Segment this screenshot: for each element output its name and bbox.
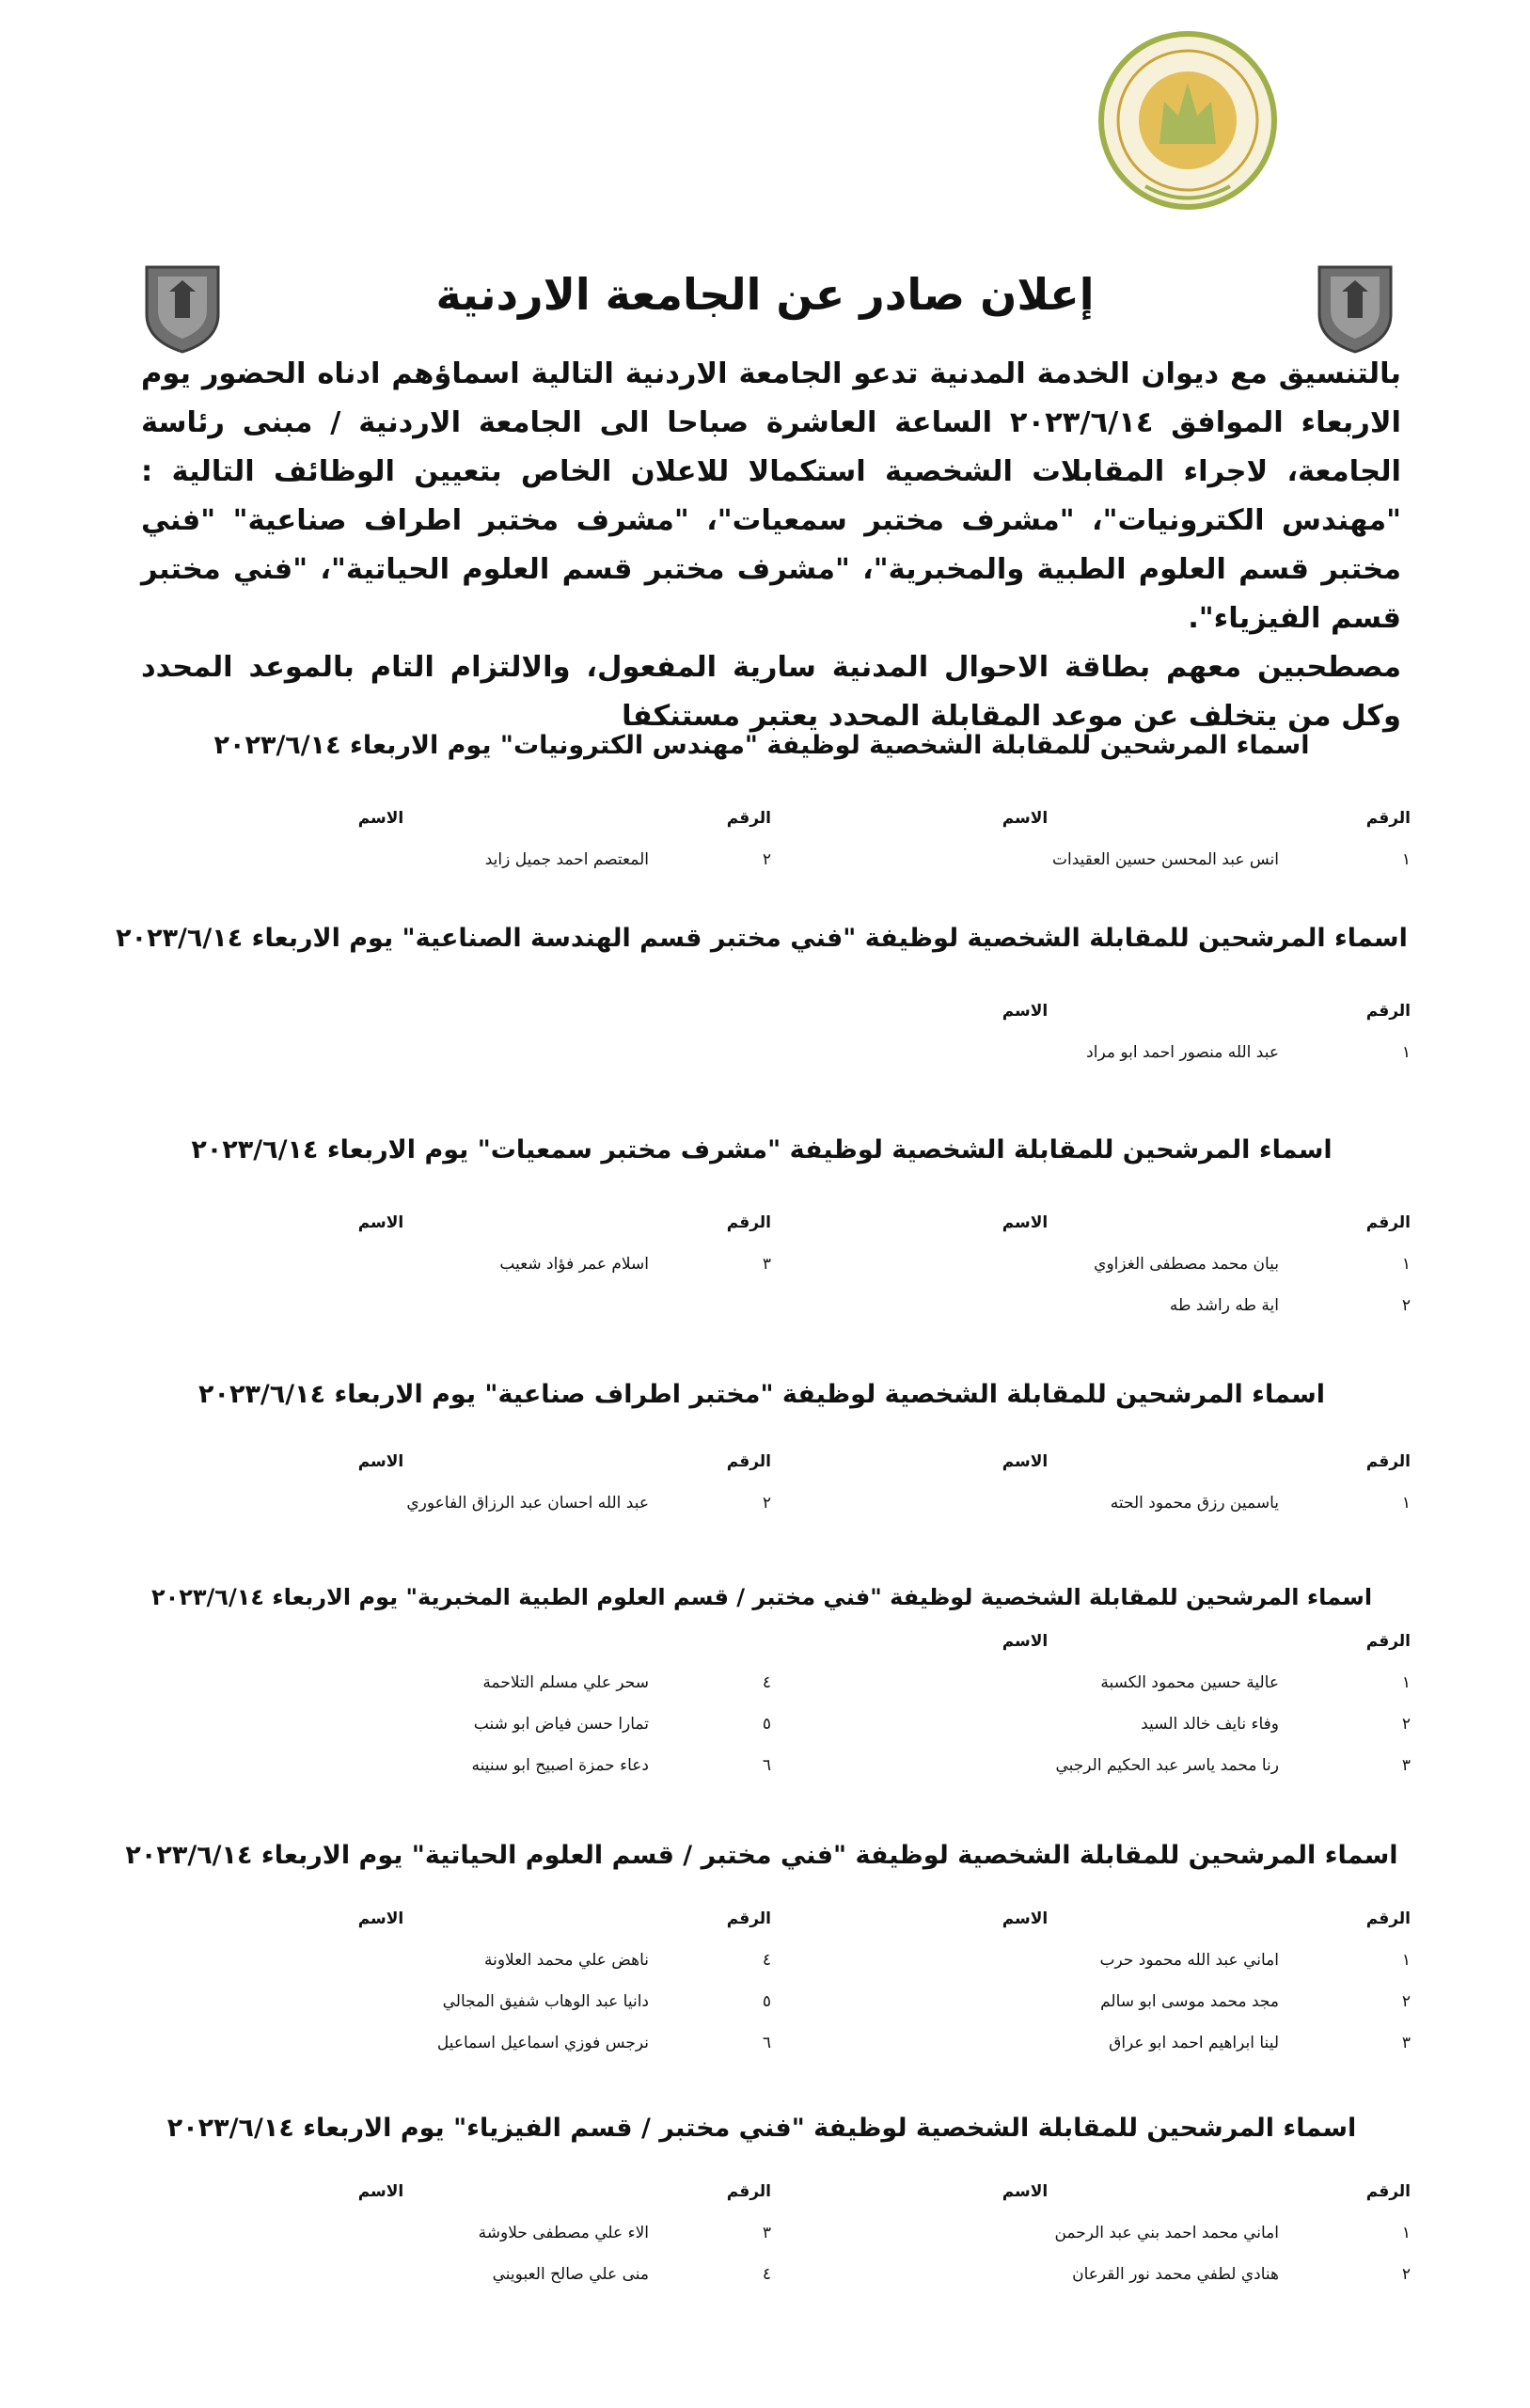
section-title: اسماء المرشحين للمقابلة الشخصية لوظيفة "فني مختبر / قسم العلوم الحياتية" يوم الاربعاء ٢٠٢٣/٦/١٤ bbox=[125, 1841, 1398, 1870]
intro-paragraph: مصطحبين معهم بطاقة الاحوال المدنية سارية المفعول، والالتزام التام بالموعد المحدد وكل من يتخلف عن موعد المقابلة المحدد يعتبر مستنكفا bbox=[141, 651, 1401, 733]
candidates-section bbox=[113, 1129, 1411, 1326]
row-number: ٥ bbox=[762, 1715, 771, 1734]
candidate-name: لينا ابراهيم احمد ابو عراق bbox=[1109, 2034, 1279, 2052]
table-row bbox=[113, 1662, 1411, 1703]
candidate-name: عبد الله احسان عبد الرزاق الفاعوري bbox=[406, 1494, 649, 1513]
column-header: الرقم bbox=[1365, 1909, 1411, 1928]
row-number bbox=[649, 1032, 771, 1073]
table-header-row bbox=[113, 990, 1411, 1032]
candidate-name: هنادي لطفي محمد نور القرعان bbox=[1072, 2265, 1279, 2284]
column-header: الرقم bbox=[1365, 1213, 1411, 1232]
candidate-name: سحر علي مسلم التلاحمة bbox=[482, 1673, 649, 1692]
candidate-name: ناهض علي محمد العلاونة bbox=[484, 1951, 649, 1970]
row-number: ٣ bbox=[1401, 1756, 1411, 1775]
candidate-name: دانيا عبد الوهاب شفيق المجالي bbox=[442, 1992, 649, 2011]
section-title: اسماء المرشحين للمقابلة الشخصية لوظيفة "مختبر اطراف صناعية" يوم الاربعاء ٢٠٢٣/٦/١٤ bbox=[198, 1380, 1325, 1409]
column-header: الرقم bbox=[1365, 809, 1411, 828]
candidate-name: بيان محمد مصطفى الغزاوي bbox=[1094, 1255, 1279, 1274]
candidate-name: تمارا حسن فياض ابو شنب bbox=[473, 1715, 649, 1734]
candidates-table bbox=[113, 1898, 1411, 2064]
row-number: ٣ bbox=[762, 1255, 771, 1274]
table-header-row bbox=[113, 1441, 1411, 1482]
column-header: الاسم bbox=[1002, 1002, 1049, 1021]
table-header-row bbox=[113, 2171, 1411, 2212]
table-row bbox=[113, 839, 1411, 880]
column-header: الاسم bbox=[1002, 809, 1049, 828]
candidates-section bbox=[113, 1576, 1411, 1786]
row-number: ٢ bbox=[1401, 1296, 1411, 1315]
candidate-name: اماني عبد الله محمود حرب bbox=[1099, 1951, 1279, 1970]
table-header-row bbox=[113, 1621, 1411, 1662]
candidates-table bbox=[113, 1621, 1411, 1786]
table-row bbox=[113, 1244, 1411, 1285]
table-header-row bbox=[113, 798, 1411, 839]
column-header: الرقم bbox=[726, 1452, 771, 1471]
row-number: ١ bbox=[1401, 1494, 1411, 1513]
row-number: ٢ bbox=[762, 1494, 771, 1513]
candidates-table bbox=[113, 990, 1411, 1073]
table-row bbox=[113, 2022, 1411, 2064]
row-number: ١ bbox=[1401, 1673, 1411, 1692]
row-number: ٣ bbox=[1401, 2034, 1411, 2052]
candidate-name: ياسمين رزق محمود الحته bbox=[1110, 1494, 1279, 1513]
table-row bbox=[113, 2212, 1411, 2254]
table-row bbox=[113, 1285, 1411, 1326]
candidate-name: وفاء نايف خالد السيد bbox=[1141, 1715, 1279, 1734]
table-row bbox=[113, 1703, 1411, 1745]
candidate-name: رنا محمد ياسر عبد الحكيم الرجبي bbox=[1055, 1756, 1279, 1775]
row-number: ٥ bbox=[762, 1992, 771, 2011]
table-row bbox=[113, 1482, 1411, 1524]
column-header: الرقم bbox=[1365, 2182, 1411, 2201]
table-header-row bbox=[113, 1898, 1411, 1940]
row-number: ٦ bbox=[762, 2034, 771, 2052]
candidates-table bbox=[113, 1202, 1411, 1326]
section-title: اسماء المرشحين للمقابلة الشخصية لوظيفة "مشرف مختبر سمعيات" يوم الاربعاء ٢٠٢٣/٦/١٤ bbox=[191, 1135, 1333, 1164]
candidates-section bbox=[113, 2107, 1411, 2295]
candidates-table bbox=[113, 1441, 1411, 1524]
row-number: ٦ bbox=[762, 1756, 771, 1775]
column-header: الاسم bbox=[357, 1213, 404, 1232]
row-number: ١ bbox=[1401, 2224, 1411, 2242]
column-header: الاسم bbox=[1002, 1452, 1049, 1471]
table-row bbox=[113, 1745, 1411, 1786]
candidate-name: انس عبد المحسن حسين العقيدات bbox=[1052, 850, 1279, 869]
column-header: الاسم bbox=[1002, 1632, 1049, 1651]
candidate-name: منى علي صالح العبويني bbox=[492, 2265, 649, 2284]
table-row bbox=[113, 2254, 1411, 2295]
intro-paragraph: بالتنسيق مع ديوان الخدمة المدنية تدعو الجامعة الاردنية التالية اسماؤهم ادناه الحضور يوم الاربعاء الموافق ٢٠٢٣/٦/١٤ الساعة العاشرة صباحا الى الجامعة الاردنية / مبنى رئاسة الجامعة، لاجراء المقابلات الشخصية استكمالا للاعلان الخاص بتعيين الوظائف التالية : "مهندس الكترونيات"، "مشرف مختبر سمعيات"، "مشرف مختبر اطراف صناعية" "فني مختبر قسم العلوم الطبية والمخبرية"، "مشرف مختبر قسم العلوم الحياتية"، "فني مختبر قسم الفيزياء". bbox=[141, 357, 1401, 635]
candidate-name: اماني محمد احمد بني عبد الرحمن bbox=[1054, 2224, 1279, 2242]
candidate-name: الاء علي مصطفى حلاوشة bbox=[478, 2224, 649, 2242]
row-number: ٢ bbox=[1401, 1715, 1411, 1734]
row-number: ١ bbox=[1401, 850, 1411, 869]
candidates-section bbox=[113, 1373, 1411, 1524]
row-number: ٤ bbox=[762, 1951, 771, 1970]
column-header: الاسم bbox=[357, 2182, 404, 2201]
civil-service-bureau-seal bbox=[1089, 26, 1286, 224]
column-header: الاسم bbox=[357, 1452, 404, 1471]
row-number: ٢ bbox=[762, 850, 771, 869]
page-title: إعلان صادر عن الجامعة الاردنية bbox=[435, 269, 1095, 320]
row-number: ١ bbox=[1401, 1043, 1411, 1062]
university-crest-icon bbox=[139, 261, 226, 356]
row-number bbox=[649, 1285, 771, 1326]
candidate-name: مجد محمد موسى ابو سالم bbox=[1100, 1992, 1279, 2011]
candidate-name bbox=[113, 1032, 649, 1073]
column-header: الاسم bbox=[1002, 2182, 1049, 2201]
section-title: اسماء المرشحين للمقابلة الشخصية لوظيفة "فني مختبر / قسم العلوم الطبية المخبرية" يوم الاربعاء ٢٠٢٣/٦/١٤ bbox=[150, 1584, 1373, 1610]
candidates-section bbox=[113, 917, 1411, 1073]
table-header-row bbox=[113, 1202, 1411, 1244]
candidates-table bbox=[113, 2171, 1411, 2295]
table-row bbox=[113, 1940, 1411, 1981]
row-number: ٢ bbox=[1401, 1992, 1411, 2011]
section-title: اسماء المرشحين للمقابلة الشخصية لوظيفة "فني مختبر قسم الهندسة الصناعية" يوم الاربعاء ٢٠٢٣/٦/١٤ bbox=[116, 924, 1408, 953]
candidate-name: عالية حسين محمود الكسبة bbox=[1100, 1673, 1279, 1692]
table-row bbox=[113, 1981, 1411, 2022]
row-number: ٣ bbox=[762, 2224, 771, 2242]
column-header: الاسم bbox=[1002, 1909, 1049, 1928]
candidate-name: المعتصم احمد جميل زايد bbox=[484, 850, 649, 869]
column-header: الاسم bbox=[357, 1909, 404, 1928]
candidate-name: اسلام عمر فؤاد شعيب bbox=[499, 1255, 649, 1274]
candidates-section bbox=[113, 1834, 1411, 2064]
column-header: الرقم bbox=[1365, 1632, 1411, 1651]
table-row bbox=[113, 1032, 1411, 1073]
row-number: ٤ bbox=[762, 1673, 771, 1692]
column-header: الرقم bbox=[726, 1909, 771, 1928]
column-header: الرقم bbox=[1365, 1452, 1411, 1471]
section-title: اسماء المرشحين للمقابلة الشخصية لوظيفة "مهندس الكترونيات" يوم الاربعاء ٢٠٢٣/٦/١٤ bbox=[213, 731, 1310, 760]
candidates-section bbox=[113, 724, 1411, 880]
row-number: ٤ bbox=[762, 2265, 771, 2284]
candidate-name: دعاء حمزة اصبيح ابو سنينه bbox=[471, 1756, 649, 1775]
row-number: ٢ bbox=[1401, 2265, 1411, 2284]
university-crest-icon bbox=[1312, 261, 1398, 356]
section-title: اسماء المرشحين للمقابلة الشخصية لوظيفة "فني مختبر / قسم الفيزياء" يوم الاربعاء ٢٠٢٣/٦/١٤ bbox=[166, 2114, 1357, 2143]
candidate-name: اية طه راشد طه bbox=[1169, 1296, 1279, 1315]
row-number: ١ bbox=[1401, 1255, 1411, 1274]
candidate-name bbox=[113, 1285, 649, 1326]
row-number: ١ bbox=[1401, 1951, 1411, 1970]
column-header: الرقم bbox=[726, 1213, 771, 1232]
column-header: الاسم bbox=[1002, 1213, 1049, 1232]
intro-text bbox=[141, 350, 1401, 741]
column-header: الرقم bbox=[726, 809, 771, 828]
candidate-name: نرجس فوزي اسماعيل اسماعيل bbox=[436, 2034, 649, 2052]
candidate-name: عبد الله منصور احمد ابو مراد bbox=[1086, 1043, 1279, 1062]
candidates-table bbox=[113, 798, 1411, 880]
column-header: الرقم bbox=[1365, 1002, 1411, 1021]
column-header: الرقم bbox=[726, 2182, 771, 2201]
column-header: الاسم bbox=[357, 809, 404, 828]
